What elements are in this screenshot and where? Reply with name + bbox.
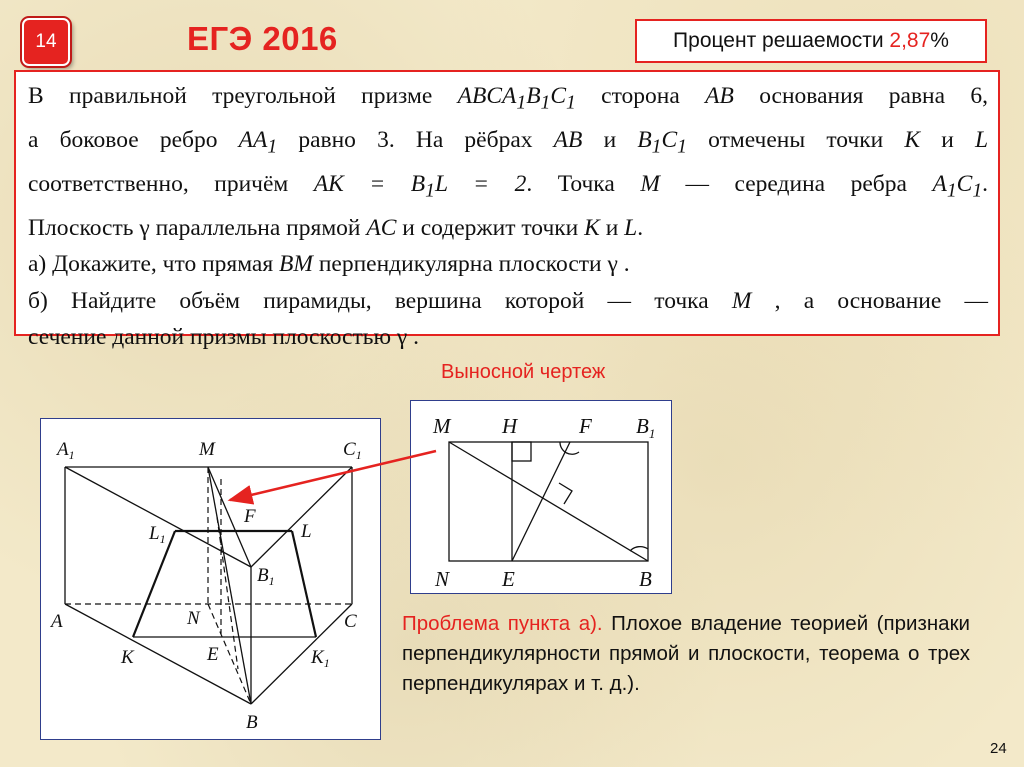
solve-rate-value: 2,87	[889, 29, 931, 52]
task-line-4: Плоскость γ параллельна прямой AC и содержит точки K и L.	[28, 214, 644, 241]
side-label-B: B	[639, 567, 652, 591]
label-M: M	[199, 439, 215, 460]
side-label-M: M	[433, 414, 451, 438]
side-label-B1: $B_1$	[636, 414, 656, 441]
problem-note	[402, 609, 970, 699]
label-L: L	[301, 521, 312, 542]
task-line-1: В правильной треугольной призме $ABCA_1B_1C_1$ сторона AB основания равна 6,	[28, 83, 989, 114]
label-B: B	[246, 712, 258, 733]
label-C1: $C_1$	[343, 439, 362, 462]
label-N: N	[187, 608, 200, 629]
problem-text: Плохое владение теорией (признаки перпендикулярности прямой и плоскости, теорема о трех перпендикулярах и т. д.).	[402, 612, 970, 695]
figure-caption: Выносной чертеж	[441, 361, 606, 383]
task-line-3: соответственно, причём AK = $B_1L = 2$. Точка M — середина ребра $A_1C_1$.	[28, 170, 988, 202]
task-line-2: а боковое ребро $AA_1$ равно 3. На рёбрах AB и $B_1C_1$ отмечены точки K и L	[28, 126, 989, 158]
solve-rate-suffix: %	[930, 29, 949, 52]
task-line-5: а) Докажите, что прямая BM перпендикулярна плоскости γ .	[28, 251, 630, 278]
label-B1: $B_1$	[257, 565, 275, 588]
side-label-N: N	[435, 567, 450, 591]
side-label-F: F	[579, 414, 592, 438]
label-K1: $K_1$	[311, 647, 330, 670]
label-C: C	[344, 611, 357, 632]
label-E: E	[207, 644, 219, 665]
page-title: ЕГЭ 2016	[187, 20, 338, 57]
label-L1: $L_1$	[149, 523, 166, 546]
task-number-badge: 14	[22, 18, 70, 66]
label-F: F	[244, 506, 256, 527]
problem-lead: Проблема пункта а).	[402, 612, 603, 635]
label-A: A	[51, 611, 63, 632]
task-line-7: сечение данной призмы плоскостью γ .	[28, 323, 420, 350]
side-label-H: H	[502, 414, 518, 438]
task-line-6: б) Найдите объём пирамиды, вершина которой — точка M , а основание —	[28, 287, 989, 314]
solve-rate-label: Процент решаемости	[673, 29, 890, 52]
side-label-E: E	[502, 567, 515, 591]
label-A1: $A_1$	[57, 439, 75, 462]
label-K: K	[121, 647, 134, 668]
page-number: 24	[990, 740, 1007, 757]
